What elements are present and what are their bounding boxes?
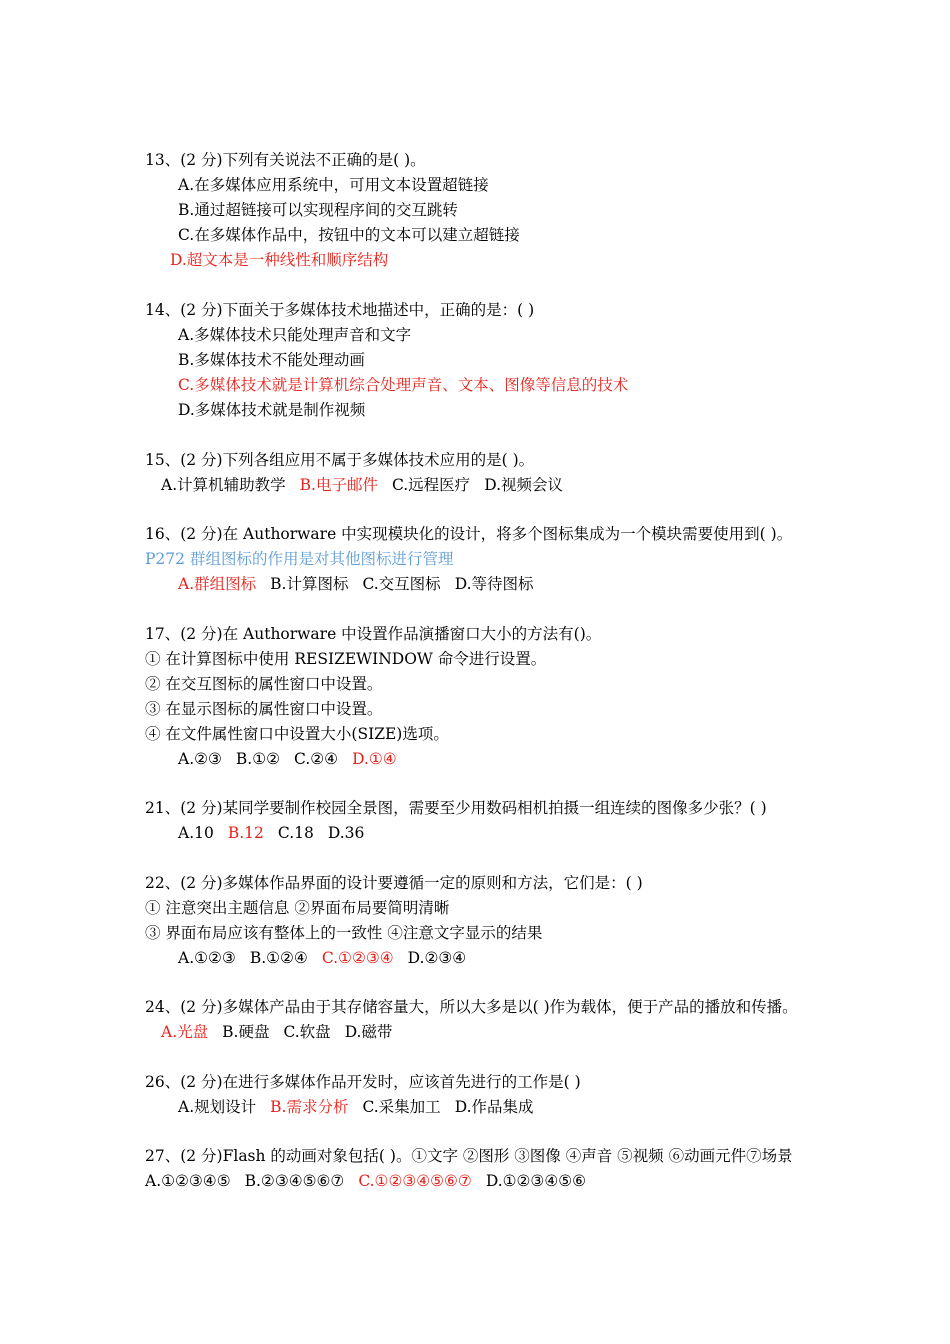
q26-option-c: C.采集加工 [362,1098,441,1116]
q24-option-b: B.硬盘 [222,1023,270,1041]
q27-stem: 27、(2 分)Flash 的动画对象包括( )。①文字 ②图形 ③图像 ④声音 ⑤视频 ⑥动画元件⑦场景 [145,1147,793,1165]
q15-options [161,473,563,498]
q24-option-d: D.磁带 [344,1023,393,1041]
q22-statement-2: ③ 界面布局应该有整体上的一致性 ④注意文字显示的结果 [145,924,543,942]
q16-option-a-answer: A.群组图标 [178,575,257,593]
q27-option-a: A.①②③④⑤ [145,1172,231,1190]
q17-statement-2: ② 在交互图标的属性窗口中设置。 [145,675,383,693]
q17-option-b: B.①② [235,750,281,768]
q15-option-c: C.远程医疗 [391,476,471,494]
q17-statement-4: ④ 在文件属性窗口中设置大小(SIZE)选项。 [145,725,449,743]
q14-option-b: B.多媒体技术不能处理动画 [178,351,365,369]
q15-option-b-answer: B.电子邮件 [299,476,378,494]
q16-option-b: B.计算图标 [270,575,349,593]
q14-option-a: A.多媒体技术只能处理声音和文字 [178,326,412,344]
q26-option-a: A.规划设计 [178,1098,257,1116]
q27-options [145,1169,586,1194]
q13-stem: 13、(2 分)下列有关说法不正确的是( )。 [145,151,426,169]
q22-statement-1: ① 注意突出主题信息 ②界面布局要简明清晰 [145,899,450,917]
q17-statement-1: ① 在计算图标中使用 RESIZEWINDOW 命令进行设置。 [145,650,547,668]
q15-option-d: D.视频会议 [484,476,564,494]
q21-option-a: A.10 [178,824,214,842]
q22-option-c-answer: C.①②③④ [321,949,394,967]
q21-option-b-answer: B.12 [227,824,264,842]
q21-option-c: C.18 [277,824,314,842]
q22-stem: 22、(2 分)多媒体作品界面的设计要遵循一定的原则和方法，它们是：( ) [145,874,643,892]
q15-stem: 15、(2 分)下列各组应用不属于多媒体技术应用的是( )。 [145,451,535,469]
q26-option-d: D.作品集成 [454,1098,534,1116]
q22-option-a: A.①②③ [178,949,236,967]
q15-option-a: A.计算机辅助教学 [161,476,286,494]
q26-options [178,1095,534,1120]
q27-option-c-answer: C.①②③④⑤⑥⑦ [358,1172,472,1190]
q21-stem: 21、(2 分)某同学要制作校园全景图，需要至少用数码相机拍摄一组连续的图像多少张？( ) [145,799,767,817]
q21-option-d: D.36 [327,824,365,842]
q13-option-a: A.在多媒体应用系统中，可用文本设置超链接 [178,176,489,194]
q27-option-d: D.①②③④⑤⑥ [485,1172,587,1190]
q16-option-d: D.等待图标 [454,575,534,593]
q16-options [178,572,534,597]
q14-option-d: D.多媒体技术就是制作视频 [178,401,366,419]
q21-options [178,821,364,846]
q16-stem: 16、(2 分)在 Authorware 中实现模块化的设计，将多个图标集成为一个模块需要使用到( )。 [145,525,793,543]
q13-option-c: C.在多媒体作品中，按钮中的文本可以建立超链接 [178,226,520,244]
q14-option-c-answer: C.多媒体技术就是计算机综合处理声音、文本、图像等信息的技术 [178,376,629,394]
q17-option-d-answer: D.①④ [352,750,397,768]
q13-option-d-answer: D.超文本是一种线性和顺序结构 [170,251,389,269]
q26-option-b-answer: B.需求分析 [270,1098,349,1116]
q17-option-a: A.②③ [178,750,222,768]
q16-option-c: C.交互图标 [362,575,441,593]
q24-option-a-answer: A.光盘 [161,1023,209,1041]
q17-stem: 17、(2 分)在 Authorware 中设置作品演播窗口大小的方法有()。 [145,625,602,643]
q22-options [178,946,466,971]
q22-option-d: D.②③④ [407,949,467,967]
q14-stem: 14、(2 分)下面关于多媒体技术地描述中，正确的是：( ) [145,301,535,319]
q17-statement-3: ③ 在显示图标的属性窗口中设置。 [145,700,383,718]
q17-options [178,747,397,772]
q27-option-b: B.②③④⑤⑥⑦ [244,1172,345,1190]
q26-stem: 26、(2 分)在进行多媒体作品开发时，应该首先进行的工作是( ) [145,1073,581,1091]
q17-option-c: C.②④ [294,750,339,768]
q24-stem: 24、(2 分)多媒体产品由于其存储容量大，所以大多是以( )作为载体，便于产品的播放和传播。 [145,998,798,1016]
q22-option-b: B.①②④ [249,949,308,967]
q16-note: P272 群组图标的作用是对其他图标进行管理 [145,550,454,568]
q13-option-b: B.通过超链接可以实现程序间的交互跳转 [178,201,458,219]
q24-option-c: C.软盘 [283,1023,331,1041]
q24-options [161,1020,393,1045]
